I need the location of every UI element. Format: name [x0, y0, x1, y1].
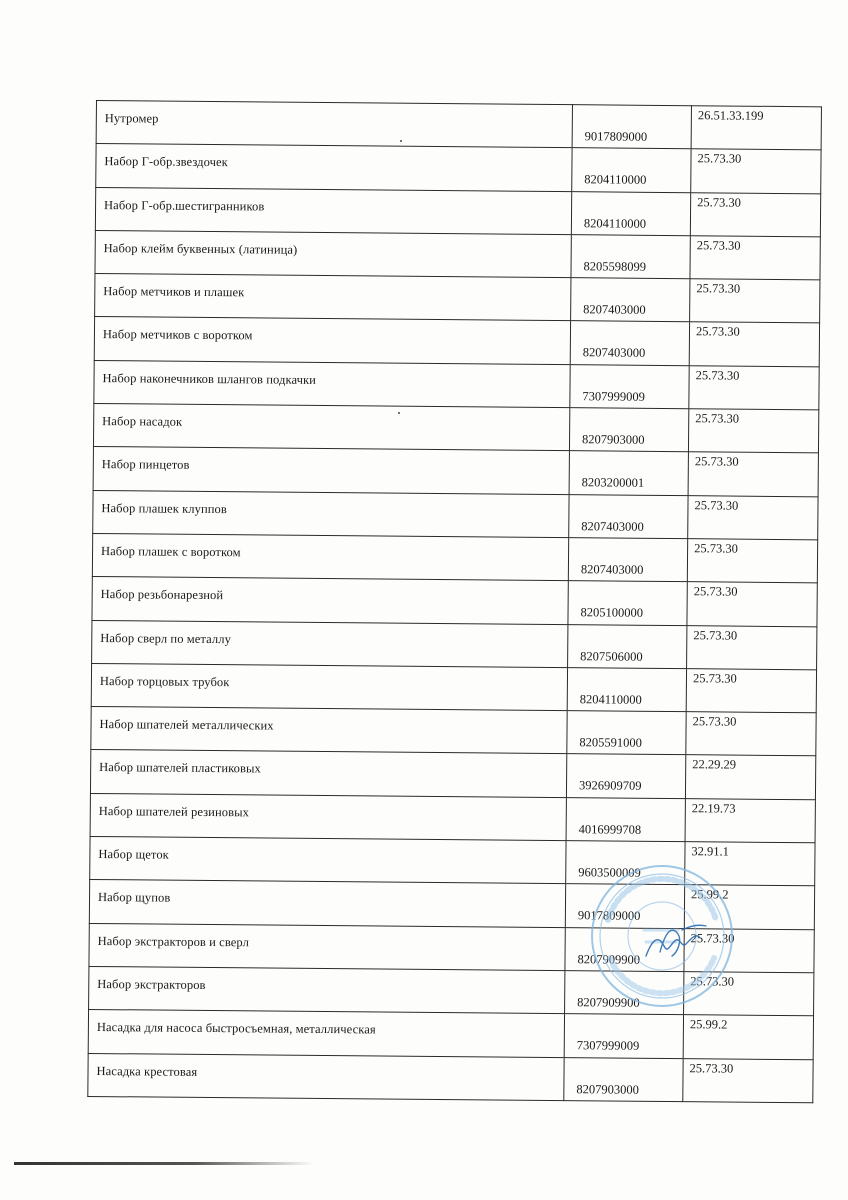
name-cell	[92, 620, 568, 667]
code-cell	[570, 321, 689, 365]
okpd-cell	[683, 1015, 813, 1059]
code-cell-text: 8205100000	[580, 605, 644, 621]
name-cell-text: Набор насадок	[102, 414, 183, 429]
name-cell-text: Набор экстракторов	[97, 976, 206, 992]
okpd-cell	[688, 409, 818, 453]
name-cell	[93, 404, 569, 451]
okpd-cell	[684, 885, 814, 929]
okpd-cell	[688, 495, 818, 539]
name-cell	[91, 663, 567, 710]
code-cell-text: 8204110000	[583, 215, 647, 231]
name-cell	[90, 837, 566, 884]
code-cell-text: 8205598099	[583, 259, 647, 274]
code-cell-text: 8207909900	[577, 951, 641, 967]
table-row	[94, 360, 819, 410]
name-cell-text: Набор шпателей резиновых	[98, 803, 250, 820]
code-cell-text: 9603500009	[578, 865, 641, 880]
okpd-cell-text: 25.73.30	[693, 627, 738, 643]
name-cell-text: Набор резьбонарезной	[100, 587, 224, 603]
name-cell-text: Набор метчиков с воротком	[102, 327, 253, 343]
name-cell	[93, 447, 569, 494]
name-cell	[96, 144, 572, 191]
name-cell	[95, 230, 571, 277]
code-cell	[568, 538, 687, 582]
okpd-cell-text: 25.73.30	[689, 1060, 734, 1076]
name-cell	[89, 880, 565, 927]
name-cell	[92, 533, 568, 580]
okpd-cell	[685, 842, 815, 886]
code-cell-text: 8207506000	[580, 648, 643, 664]
table-row	[94, 317, 819, 367]
table-row	[93, 404, 818, 454]
code-cell-text: 8207903000	[581, 432, 645, 447]
code-cell	[568, 581, 687, 625]
document-sheet	[87, 100, 818, 1103]
code-cell	[564, 1014, 683, 1058]
code-cell	[564, 1057, 683, 1101]
table-row	[96, 101, 821, 151]
name-cell	[94, 360, 570, 407]
okpd-cell	[689, 322, 819, 366]
name-cell	[89, 923, 565, 970]
code-cell-text: 8205591000	[579, 735, 642, 750]
okpd-cell	[687, 539, 817, 583]
table-row	[91, 707, 816, 757]
name-cell-text: Набор щупов	[97, 890, 171, 906]
code-cell-text: 8204110000	[584, 172, 647, 188]
okpd-cell	[690, 236, 820, 280]
name-cell-text: Набор Г-обр.звездочек	[104, 154, 228, 170]
okpd-cell	[687, 582, 817, 626]
product-table-body	[88, 101, 822, 1103]
okpd-cell-text: 25.73.30	[695, 324, 740, 340]
scan-speck	[400, 140, 402, 142]
code-cell-text: 8204110000	[579, 692, 642, 707]
table-row	[96, 144, 821, 194]
name-cell-text: Набор шпателей пластиковых	[99, 760, 261, 776]
name-cell-text: Набор Г-обр.шестигранников	[104, 197, 265, 214]
table-row	[90, 750, 815, 800]
name-cell-text: Насадка для насоса быстросъемная, металлическая	[96, 1020, 376, 1037]
name-cell-text: Набор экстракторов и сверл	[97, 933, 250, 950]
code-cell-text: 7307999009	[576, 1038, 640, 1054]
name-cell-text: Набор торцовых трубок	[99, 673, 230, 690]
code-cell	[568, 624, 687, 668]
okpd-cell-text: 25.73.30	[692, 671, 737, 686]
okpd-cell	[685, 755, 815, 799]
code-cell	[565, 971, 684, 1015]
name-cell-text: Набор наконечников шлангов подкачки	[102, 370, 317, 387]
code-cell-text: 8207909900	[577, 995, 640, 1010]
table-row	[89, 923, 814, 973]
table-row	[93, 490, 818, 540]
name-cell	[94, 317, 570, 364]
name-cell-text: Набор шпателей металлических	[99, 717, 274, 733]
table-row	[90, 837, 815, 887]
okpd-cell-text: 25.73.30	[690, 974, 735, 989]
table-row	[93, 447, 818, 497]
okpd-cell-text: 25.73.30	[697, 151, 742, 166]
okpd-cell	[691, 149, 821, 193]
name-cell-text: Нутромер	[104, 111, 159, 126]
name-cell-text: Набор плашек с воротком	[101, 544, 241, 560]
code-cell	[572, 148, 691, 192]
code-cell	[569, 494, 688, 538]
name-cell	[96, 101, 572, 148]
name-cell-text: Набор метчиков и плашек	[103, 284, 245, 300]
code-cell-text: 8207903000	[576, 1081, 639, 1097]
code-cell	[566, 754, 685, 798]
code-cell	[571, 278, 690, 322]
table-row	[95, 230, 820, 280]
okpd-cell-text: 32.91.1	[691, 844, 730, 859]
table-row	[92, 577, 817, 627]
okpd-cell-text: 25.73.30	[690, 930, 735, 946]
name-cell	[90, 793, 566, 840]
code-cell	[569, 408, 688, 452]
code-cell	[567, 667, 686, 711]
okpd-cell-text: 26.51.33.199	[697, 108, 764, 123]
okpd-cell	[690, 279, 820, 323]
okpd-cell-text: 25.73.30	[695, 368, 740, 383]
name-cell	[88, 1010, 564, 1057]
code-cell-text: 9017809000	[584, 129, 648, 144]
okpd-cell	[684, 972, 814, 1016]
table-row	[92, 533, 817, 583]
okpd-cell	[687, 625, 817, 669]
name-cell-text: Насадка крестовая	[96, 1063, 198, 1079]
name-cell	[89, 966, 565, 1013]
code-cell	[566, 797, 685, 841]
okpd-cell	[686, 669, 816, 713]
table-row	[89, 966, 814, 1016]
okpd-cell	[684, 928, 814, 972]
okpd-cell-text: 25.73.30	[694, 454, 739, 469]
scan-edge-line	[14, 1162, 314, 1165]
okpd-cell-text: 22.19.73	[691, 800, 736, 816]
name-cell	[91, 707, 567, 754]
code-cell	[571, 191, 690, 235]
table-row	[91, 663, 816, 713]
okpd-cell-text: 25.73.30	[693, 584, 738, 599]
okpd-cell-text: 25.73.30	[694, 541, 738, 556]
okpd-cell-text: 25.99.2	[689, 1017, 728, 1032]
code-cell	[571, 235, 690, 279]
table-row	[88, 1010, 813, 1060]
scan-speck	[398, 412, 400, 414]
name-cell-text: Набор сверл по металлу	[100, 630, 232, 646]
name-cell-text: Набор пинцетов	[101, 457, 190, 473]
name-cell	[88, 1053, 564, 1100]
product-table	[87, 100, 822, 1103]
okpd-cell	[688, 452, 818, 496]
code-cell	[565, 927, 684, 971]
okpd-cell-text: 25.73.30	[696, 238, 741, 253]
okpd-cell-text: 22.29.29	[692, 757, 737, 773]
code-cell-text: 7307999009	[582, 389, 645, 404]
okpd-cell-text: 25.73.30	[696, 281, 741, 296]
okpd-cell	[685, 798, 815, 842]
code-cell	[572, 105, 691, 149]
name-cell	[90, 750, 566, 797]
okpd-cell	[689, 365, 819, 409]
okpd-cell-text: 25.73.30	[697, 194, 741, 210]
name-cell	[93, 490, 569, 537]
okpd-cell-text: 25.99.2	[691, 887, 729, 902]
table-row	[90, 793, 815, 843]
code-cell-text: 8207403000	[580, 562, 644, 577]
code-cell-text: 4016999708	[578, 821, 642, 837]
okpd-cell	[683, 1058, 813, 1102]
code-cell-text: 8207403000	[583, 302, 646, 317]
code-cell	[565, 884, 684, 928]
name-cell	[95, 274, 571, 321]
okpd-cell	[691, 106, 821, 150]
code-cell-text: 8207403000	[582, 345, 646, 361]
table-row	[89, 880, 814, 930]
name-cell-text: Набор щеток	[98, 847, 169, 862]
name-cell	[92, 577, 568, 624]
name-cell	[95, 187, 571, 234]
table-row	[92, 620, 817, 670]
okpd-cell-text: 25.73.30	[692, 714, 737, 729]
okpd-cell-text: 25.73.30	[694, 497, 739, 513]
okpd-cell	[686, 712, 816, 756]
table-row	[88, 1053, 813, 1103]
code-cell-text: 8203200001	[581, 475, 645, 491]
code-cell-text: 3926909709	[578, 778, 642, 794]
code-cell	[570, 364, 689, 408]
code-cell-text: 8207403000	[581, 518, 644, 534]
table-row	[95, 274, 820, 324]
table-row	[95, 187, 820, 237]
okpd-cell	[690, 192, 820, 236]
name-cell-text: Набор плашек клуппов	[101, 500, 227, 516]
code-cell-text: 9017809000	[577, 908, 641, 924]
name-cell-text: Набор клейм буквенных (латиница)	[103, 240, 298, 257]
code-cell	[567, 711, 686, 755]
okpd-cell-text: 25.73.30	[695, 411, 740, 426]
code-cell	[566, 841, 685, 885]
code-cell	[569, 451, 688, 495]
